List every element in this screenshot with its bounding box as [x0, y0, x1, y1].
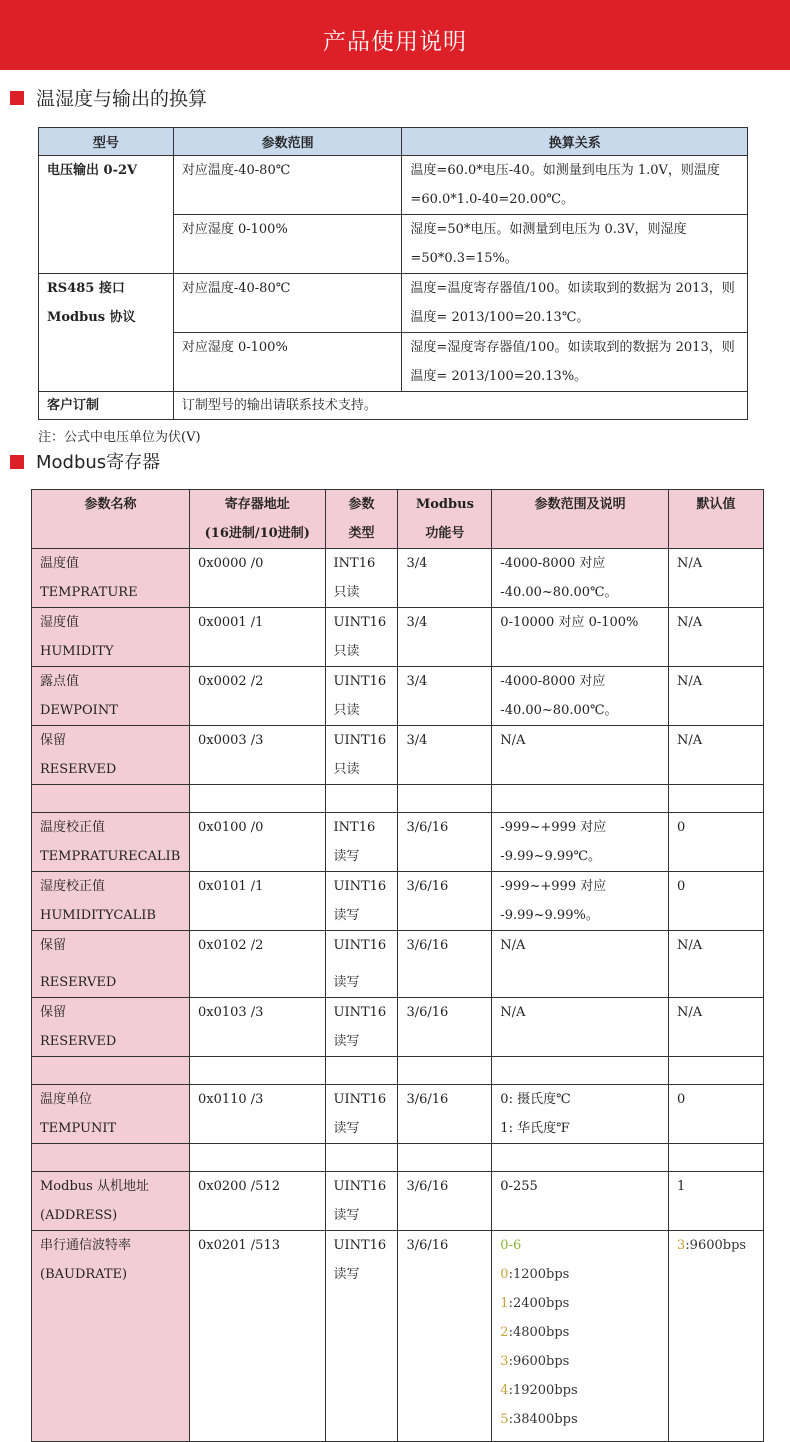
table-row	[32, 998, 764, 1057]
function-cell: 3/6/16	[398, 872, 492, 931]
range-cell: N/A	[492, 998, 669, 1057]
name-cell	[32, 813, 190, 872]
header-range: 参数范围	[173, 128, 402, 156]
name-cn: 露点值	[40, 674, 80, 689]
type-value: UINT16	[333, 1005, 387, 1020]
range-cell	[492, 872, 669, 931]
type-cell	[325, 931, 398, 998]
access-value: 读写	[333, 1121, 360, 1136]
table-row	[32, 931, 764, 998]
default-cell: N/A	[669, 998, 764, 1057]
address-cell: 0x0102 /2	[189, 931, 325, 998]
function-cell: 3/4	[398, 726, 492, 785]
header-relation: 换算关系	[402, 128, 748, 156]
range-line: -9.99~9.99%。	[500, 908, 599, 923]
access-value: 读写	[333, 975, 360, 990]
access-value: 读写	[333, 1208, 360, 1223]
default-cell: 1	[669, 1172, 764, 1231]
name-en: TEMPRATURECALIB	[40, 849, 181, 864]
table-header-row	[39, 128, 748, 156]
baud-option	[500, 1289, 660, 1318]
access-value: 只读	[333, 585, 360, 600]
name-cell	[32, 1085, 190, 1144]
range-cell: N/A	[492, 931, 669, 998]
name-cell	[32, 608, 190, 667]
type-cell	[325, 1172, 398, 1231]
table-row	[39, 274, 748, 333]
default-cell: N/A	[669, 549, 764, 608]
baud-key: 0	[500, 1267, 509, 1282]
range-line: 0-10000 对应 0-100%	[500, 615, 639, 630]
table-spacer-row	[32, 1057, 764, 1085]
header-line: (16进制/10进制)	[204, 526, 310, 541]
range-cell: 对应湿度 0-100%	[173, 333, 402, 392]
address-cell: 0x0201 /513	[189, 1231, 325, 1442]
header-range: 参数范围及说明	[492, 490, 669, 549]
type-value: UINT16	[333, 733, 387, 748]
function-cell: 3/6/16	[398, 1085, 492, 1144]
name-cn: 保留	[40, 938, 67, 953]
function-cell: 3/6/16	[398, 998, 492, 1057]
type-cell	[325, 998, 398, 1057]
table-row	[32, 549, 764, 608]
header-name: 参数名称	[32, 490, 190, 549]
address-cell: 0x0000 /0	[189, 549, 325, 608]
table-row	[32, 1172, 764, 1231]
default-cell: 0	[669, 1085, 764, 1144]
range-cell	[492, 1231, 669, 1442]
baud-range: 0-6	[500, 1238, 522, 1253]
header-line: 功能号	[425, 526, 465, 541]
model-line: RS485 接口	[47, 281, 125, 296]
empty-cell	[32, 785, 190, 813]
name-cn: 保留	[40, 733, 67, 748]
header-line: Modbus	[415, 497, 474, 512]
name-en: (ADDRESS)	[40, 1208, 118, 1223]
access-value: 读写	[333, 849, 360, 864]
relation-cell: 湿度=湿度寄存器值/100。如读取到的数据为 2013，则温度= 2013/100=20.13%。	[402, 333, 748, 392]
type-value: UINT16	[333, 1092, 387, 1107]
empty-cell	[669, 1144, 764, 1172]
table-spacer-row	[32, 785, 764, 813]
range-line: -9.99~9.99℃。	[500, 849, 602, 864]
default-cell: N/A	[669, 726, 764, 785]
range-cell: 对应温度-40-80℃	[173, 274, 402, 333]
type-cell	[325, 608, 398, 667]
name-en: RESERVED	[40, 975, 117, 990]
name-cn: 串行通信波特率	[40, 1238, 132, 1253]
range-line: -4000-8000 对应	[500, 674, 606, 689]
default-key: 3	[677, 1238, 686, 1253]
type-cell	[325, 667, 398, 726]
name-cn: 湿度校正值	[40, 879, 106, 894]
custom-text: 订制型号的输出请联系技术支持。	[173, 392, 747, 420]
range-cell	[492, 549, 669, 608]
access-value: 读写	[333, 908, 360, 923]
table-row	[32, 813, 764, 872]
empty-cell	[325, 1144, 398, 1172]
empty-cell	[32, 1144, 190, 1172]
empty-cell	[492, 1144, 669, 1172]
header-function	[398, 490, 492, 549]
conversion-table	[38, 127, 748, 420]
relation-cell: 温度=温度寄存器值/100。如读取到的数据为 2013，则温度= 2013/100=20.13℃。	[402, 274, 748, 333]
name-en: DEWPOINT	[40, 703, 118, 718]
name-cell	[32, 667, 190, 726]
address-cell: 0x0103 /3	[189, 998, 325, 1057]
baud-value: :38400bps	[508, 1412, 578, 1427]
baud-key: 5	[500, 1412, 509, 1427]
type-value: INT16	[333, 556, 376, 571]
name-cn: 湿度值	[40, 615, 80, 630]
model-line: Modbus 协议	[47, 310, 136, 325]
function-cell: 3/4	[398, 608, 492, 667]
table-row	[32, 726, 764, 785]
address-cell: 0x0200 /512	[189, 1172, 325, 1231]
model-rs485	[39, 274, 174, 392]
header-line: 类型	[348, 526, 375, 541]
range-cell	[492, 813, 669, 872]
default-cell: 0	[669, 872, 764, 931]
baud-key: 1	[500, 1296, 509, 1311]
function-cell: 3/6/16	[398, 813, 492, 872]
function-cell: 3/6/16	[398, 931, 492, 998]
type-cell	[325, 872, 398, 931]
type-cell	[325, 1085, 398, 1144]
type-value: UINT16	[333, 615, 387, 630]
range-cell	[492, 667, 669, 726]
function-cell: 3/6/16	[398, 1172, 492, 1231]
register-table	[31, 489, 764, 1442]
banner-title: 产品使用说明	[323, 29, 467, 55]
header-model: 型号	[39, 128, 174, 156]
name-en: HUMIDITYCALIB	[40, 908, 156, 923]
name-cn: 温度校正值	[40, 820, 106, 835]
section-title: Modbus寄存器	[36, 452, 161, 473]
red-square-icon	[10, 455, 24, 469]
empty-cell	[398, 1057, 492, 1085]
address-cell: 0x0003 /3	[189, 726, 325, 785]
range-line: 1: 华氏度℉	[500, 1121, 570, 1136]
model-voltage: 电压输出 0-2V	[39, 156, 174, 274]
type-cell	[325, 813, 398, 872]
name-cell	[32, 872, 190, 931]
name-en: RESERVED	[40, 1034, 117, 1049]
range-cell: 对应湿度 0-100%	[173, 215, 402, 274]
table-row	[39, 392, 748, 420]
name-cell	[32, 726, 190, 785]
relation-cell: 湿度=50*电压。如测量到电压为 0.3V，则湿度=50*0.3=15%。	[402, 215, 748, 274]
name-en: (BAUDRATE)	[40, 1267, 128, 1282]
empty-cell	[669, 1057, 764, 1085]
type-value: INT16	[333, 820, 376, 835]
baud-value: :19200bps	[508, 1383, 578, 1398]
header-type	[325, 490, 398, 549]
address-cell: 0x0100 /0	[189, 813, 325, 872]
baud-value: :9600bps	[508, 1354, 570, 1369]
empty-cell	[492, 785, 669, 813]
table-row	[32, 608, 764, 667]
default-value: :9600bps	[685, 1238, 747, 1253]
table-row	[39, 156, 748, 215]
baud-value: :2400bps	[508, 1296, 570, 1311]
range-line: -40.00~80.00℃。	[500, 703, 618, 718]
name-cn: 温度值	[40, 556, 80, 571]
type-cell	[325, 549, 398, 608]
baud-option	[500, 1318, 660, 1347]
baud-key: 4	[500, 1383, 509, 1398]
relation-cell: 温度=60.0*电压-40。如测量到电压为 1.0V，则温度=60.0*1.0-40=20.00℃。	[402, 156, 748, 215]
name-en: TEMPUNIT	[40, 1121, 117, 1136]
section-title: 温湿度与输出的换算	[36, 88, 208, 110]
baud-key: 3	[500, 1354, 509, 1369]
table-row	[32, 872, 764, 931]
range-line: -999~+999 对应	[500, 879, 607, 894]
table-spacer-row	[32, 1144, 764, 1172]
table-row	[32, 667, 764, 726]
type-value: UINT16	[333, 1238, 387, 1253]
baud-option	[500, 1260, 660, 1289]
baud-value: :1200bps	[508, 1267, 570, 1282]
baud-key: 2	[500, 1325, 509, 1340]
empty-cell	[32, 1057, 190, 1085]
access-value: 读写	[333, 1267, 360, 1282]
header-default: 默认值	[669, 490, 764, 549]
baud-option	[500, 1405, 660, 1434]
name-en: HUMIDITY	[40, 644, 114, 659]
type-value: UINT16	[333, 938, 387, 953]
range-line: 0: 摄氏度℃	[500, 1092, 571, 1107]
empty-cell	[325, 785, 398, 813]
baud-value: :4800bps	[508, 1325, 570, 1340]
name-en: RESERVED	[40, 762, 117, 777]
function-cell: 3/6/16	[398, 1231, 492, 1442]
type-value: UINT16	[333, 1179, 387, 1194]
empty-cell	[669, 785, 764, 813]
default-cell	[669, 1231, 764, 1442]
address-cell: 0x0110 /3	[189, 1085, 325, 1144]
access-value: 只读	[333, 644, 360, 659]
baud-option	[500, 1376, 660, 1405]
range-cell	[492, 608, 669, 667]
address-cell: 0x0002 /2	[189, 667, 325, 726]
default-cell: N/A	[669, 608, 764, 667]
range-line: -40.00~80.00℃。	[500, 585, 618, 600]
access-value: 只读	[333, 762, 360, 777]
table-header-row	[32, 490, 764, 549]
address-cell: 0x0001 /1	[189, 608, 325, 667]
baud-option	[500, 1347, 660, 1376]
empty-cell	[325, 1057, 398, 1085]
function-cell: 3/4	[398, 549, 492, 608]
name-en: TEMPRATURE	[40, 585, 138, 600]
address-cell: 0x0101 /1	[189, 872, 325, 931]
name-cell	[32, 549, 190, 608]
range-cell	[492, 1085, 669, 1144]
name-cn: Modbus 从机地址	[40, 1179, 149, 1194]
name-cn: 温度单位	[40, 1092, 93, 1107]
name-cell	[32, 998, 190, 1057]
name-cn: 保留	[40, 1005, 67, 1020]
name-cell	[32, 1231, 190, 1442]
default-cell: 0	[669, 813, 764, 872]
empty-cell	[189, 1144, 325, 1172]
header-line: 寄存器地址	[224, 497, 290, 512]
table-row	[32, 1231, 764, 1442]
red-square-icon	[10, 91, 24, 105]
range-cell: 0-255	[492, 1172, 669, 1231]
model-custom: 客户订制	[39, 392, 174, 420]
type-cell	[325, 726, 398, 785]
range-line: -4000-8000 对应	[500, 556, 606, 571]
empty-cell	[398, 785, 492, 813]
name-cell	[32, 1172, 190, 1231]
name-cell	[32, 931, 190, 998]
type-value: UINT16	[333, 879, 387, 894]
footnote: 注：公式中电压单位为伏(V)	[38, 430, 201, 445]
empty-cell	[189, 785, 325, 813]
type-cell	[325, 1231, 398, 1442]
header-line: 参数	[348, 497, 375, 512]
type-value: UINT16	[333, 674, 387, 689]
access-value: 只读	[333, 703, 360, 718]
header-address	[189, 490, 325, 549]
range-line: -999~+999 对应	[500, 820, 607, 835]
table-row	[32, 1085, 764, 1144]
empty-cell	[189, 1057, 325, 1085]
access-value: 读写	[333, 1034, 360, 1049]
default-cell: N/A	[669, 931, 764, 998]
function-cell: 3/4	[398, 667, 492, 726]
default-cell: N/A	[669, 667, 764, 726]
range-cell: 对应温度-40-80℃	[173, 156, 402, 215]
range-cell: N/A	[492, 726, 669, 785]
empty-cell	[398, 1144, 492, 1172]
empty-cell	[492, 1057, 669, 1085]
